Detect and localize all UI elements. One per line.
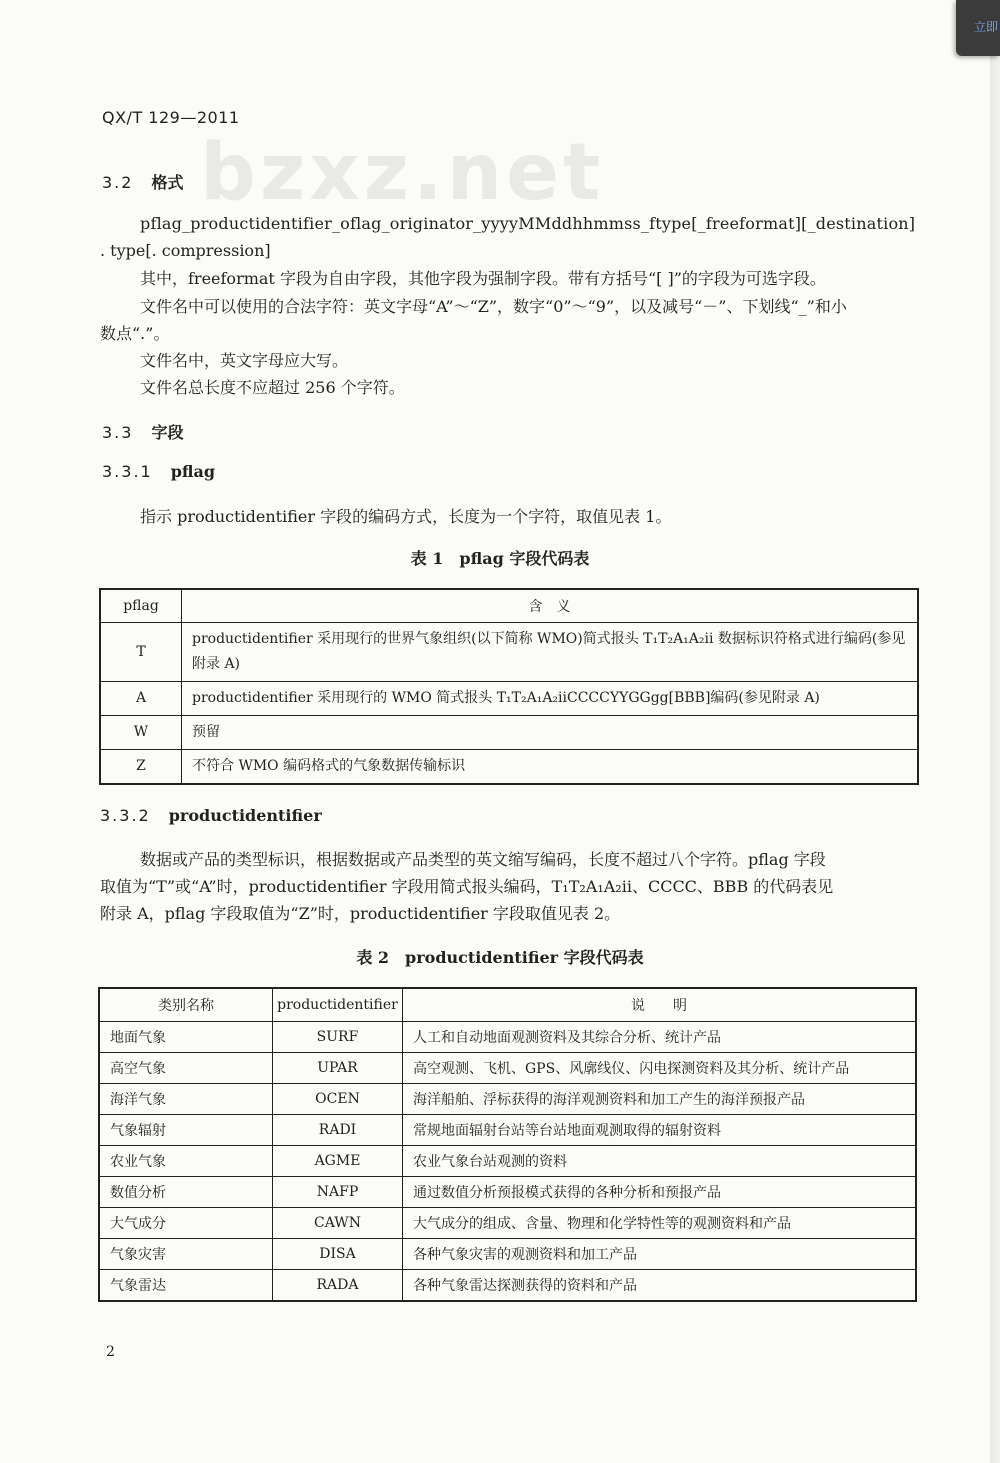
table-row: [99, 1177, 916, 1208]
table1-header-meaning: 含 义: [182, 589, 919, 623]
category-cell: 气象灾害: [99, 1239, 273, 1270]
paragraph-cont: 附录 A，pflag 字段取值为“Z”时，productidentifier 字段取值见表 2。: [100, 904, 621, 923]
pflag-code-table: [99, 588, 919, 785]
description-cell: 常规地面辐射台站等台站地面观测取得的辐射资料: [403, 1115, 917, 1146]
section-number: 3.3: [102, 423, 134, 442]
section-title: 格式: [151, 173, 184, 192]
filename-format-line: pflag_productidentifier_oflag_originator_yyyyMMddhhmmss_ftype[_freeformat][_destination]: [140, 214, 916, 233]
filename-format-line-cont: . type[. compression]: [100, 241, 271, 260]
code-cell: CAWN: [273, 1208, 403, 1239]
table-row: [99, 1239, 916, 1270]
table2-header-productidentifier: productidentifier: [273, 988, 403, 1022]
table2-title: 表 2 productidentifier 字段代码表: [356, 948, 644, 967]
table2-header-category: 类别名称: [99, 988, 273, 1022]
table-row: [99, 1022, 916, 1053]
code-cell: OCEN: [273, 1084, 403, 1115]
description-cell: 农业气象台站观测的资料: [403, 1146, 917, 1177]
category-cell: 地面气象: [99, 1022, 273, 1053]
document-code-header: QX/T 129—2011: [102, 108, 240, 127]
section-title: pflag: [170, 462, 216, 481]
table-row: [99, 1115, 916, 1146]
pflag-meaning: 预留: [182, 716, 919, 750]
table2-header-description: 说 明: [403, 988, 917, 1022]
category-cell: 数值分析: [99, 1177, 273, 1208]
pflag-meaning: productidentifier 采用现行的 WMO 简式报头 T₁T₂A₁A₂iiCCCCYYGGgg[BBB]编码(参见附录 A): [182, 682, 919, 716]
description-cell: 各种气象雷达探测获得的资料和产品: [403, 1270, 917, 1302]
pflag-code: W: [100, 716, 182, 750]
code-cell: RADA: [273, 1270, 403, 1302]
section-title: productidentifier: [168, 806, 322, 825]
section-number: 3.2: [102, 173, 134, 192]
pflag-meaning: productidentifier 采用现行的世界气象组织(以下简称 WMO)简式报头 T₁T₂A₁A₂ii 数据标识符格式进行编码(参见附录 A): [182, 623, 919, 682]
table-row: [99, 1208, 916, 1239]
page-number: 2: [106, 1344, 115, 1360]
table-row: [100, 682, 918, 716]
paragraph-cont: 数点“.”。: [100, 324, 170, 343]
paragraph: 文件名中可以使用的合法字符：英文字母“A”～“Z”，数字“0”～“9”，以及减号“－”、下划线“_”和小: [140, 297, 847, 316]
section-number: 3.3.1: [102, 462, 153, 481]
paragraph: 文件名总长度不应超过 256 个字符。: [140, 378, 405, 397]
category-cell: 气象辐射: [99, 1115, 273, 1146]
paragraph: 其中，freeformat 字段为自由字段，其他字段为强制字段。带有方括号“[ ]”的字段为可选字段。: [140, 269, 826, 288]
table-row: [99, 1146, 916, 1177]
description-cell: 各种气象灾害的观测资料和加工产品: [403, 1239, 917, 1270]
page-edge-shadow: [990, 0, 1000, 1463]
table1-header-pflag: pflag: [100, 589, 182, 623]
table-row: [100, 716, 918, 750]
description-cell: 人工和自动地面观测资料及其综合分析、统计产品: [403, 1022, 917, 1053]
section-3-3-1-heading: [102, 462, 215, 481]
corner-button[interactable]: [956, 0, 1000, 56]
code-cell: AGME: [273, 1146, 403, 1177]
category-cell: 海洋气象: [99, 1084, 273, 1115]
table-row: [100, 750, 918, 785]
category-cell: 气象雷达: [99, 1270, 273, 1302]
description-cell: 高空观测、飞机、GPS、风廓线仪、闪电探测资料及其分析、统计产品: [403, 1053, 917, 1084]
watermark: bzxz.net: [200, 128, 605, 218]
section-title: 字段: [151, 423, 184, 442]
section-3-3-heading: [102, 420, 183, 443]
pflag-meaning: 不符合 WMO 编码格式的气象数据传输标识: [182, 750, 919, 785]
productidentifier-code-table: [98, 987, 917, 1302]
description-cell: 大气成分的组成、含量、物理和化学特性等的观测资料和产品: [403, 1208, 917, 1239]
paragraph-cont: 取值为“T”或“A”时，productidentifier 字段用简式报头编码，T₁T₂A₁A₂ii、CCCC、BBB 的代码表见: [100, 877, 834, 896]
pflag-code: A: [100, 682, 182, 716]
table-row: [99, 1053, 916, 1084]
section-3-3-2-heading: [100, 806, 322, 825]
paragraph: 指示 productidentifier 字段的编码方式，长度为一个字符，取值见表 1。: [140, 507, 672, 526]
code-cell: DISA: [273, 1239, 403, 1270]
section-3-2-heading: [102, 170, 183, 193]
category-cell: 大气成分: [99, 1208, 273, 1239]
table1-title: 表 1 pflag 字段代码表: [410, 549, 590, 568]
pflag-code: Z: [100, 750, 182, 785]
category-cell: 高空气象: [99, 1053, 273, 1084]
code-cell: RADI: [273, 1115, 403, 1146]
description-cell: 海洋船舶、浮标获得的海洋观测资料和加工产生的海洋预报产品: [403, 1084, 917, 1115]
code-cell: NAFP: [273, 1177, 403, 1208]
table-row: [100, 623, 918, 682]
paragraph: 数据或产品的类型标识，根据数据或产品类型的英文缩写编码，长度不超过八个字符。pflag 字段: [140, 850, 826, 869]
description-cell: 通过数值分析预报模式获得的各种分析和预报产品: [403, 1177, 917, 1208]
section-number: 3.3.2: [100, 806, 151, 825]
category-cell: 农业气象: [99, 1146, 273, 1177]
code-cell: SURF: [273, 1022, 403, 1053]
pflag-code: T: [100, 623, 182, 682]
paragraph: 文件名中，英文字母应大写。: [140, 351, 349, 370]
table-row: [99, 1270, 916, 1302]
table-row: [99, 1084, 916, 1115]
code-cell: UPAR: [273, 1053, 403, 1084]
corner-button-label: 立即: [974, 20, 999, 34]
